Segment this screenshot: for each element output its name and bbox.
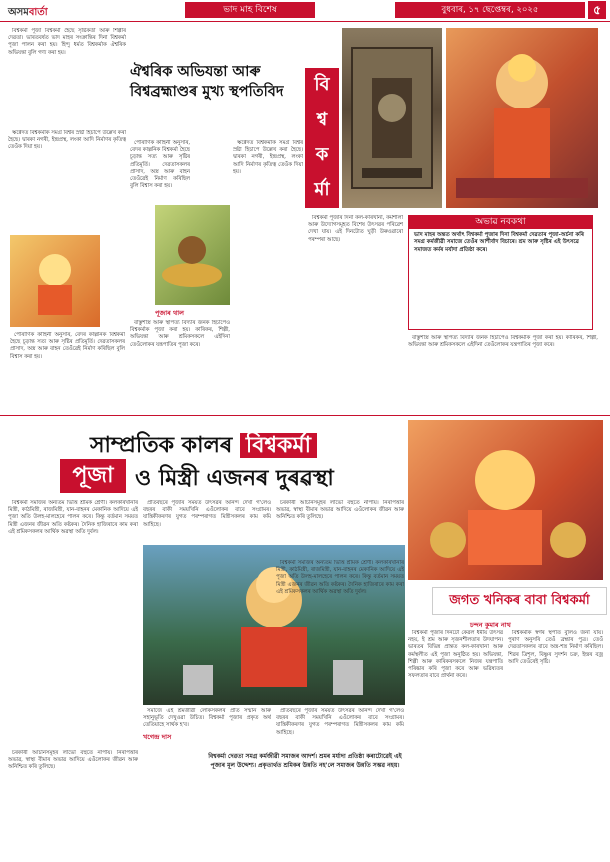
vertical-title: [305, 68, 339, 208]
article2-col7: [276, 560, 404, 750]
vertical-title-1: বি: [314, 74, 330, 95]
article1-col4-text: বাস্তুশাস্ত্ৰ আৰু স্থাপত্য বিদ্যাৰ জনক হিচাপেও বিশ্বকৰ্মাক পূজা কৰা হয়। কাৰিকৰ, শিল্পী, অভিযন্তা আৰু শ্ৰমিকসকলে এইদিনা তেওঁলোকৰ যন্ত্ৰপাতিৰ পূজা কৰে।: [130, 320, 230, 348]
highlight-box-title: অভাৱ নবকথা: [409, 216, 592, 229]
article3-col1-text: বিশ্বকৰ্মা পূজাৰ দিনটো কেৱল ধৰ্মীয় উৎসৱ নহয়, ই শ্ৰম আৰু সৃজনশীলতাৰ উদযাপন। ভাৰতৰ বিভিন্ন প্ৰান্তত কল-কাৰখানা আৰু কৰ্মস্থলীত এই পূজা অনুষ্ঠিত হয়। অভিযন্তা, শিল্পী আৰু কাৰিকৰসকলে নিজৰ যন্ত্ৰপাতি পৰিষ্কাৰ কৰি পূজা কৰে আৰু ভৱিষ্যতৰ সফলতাৰ বাবে প্ৰাৰ্থনা কৰে।: [408, 630, 503, 680]
article1-col3: [233, 140, 303, 400]
photo-caption: পূজাৰ থাল: [155, 309, 184, 317]
pull-quote: [205, 752, 405, 844]
article1-col5: [308, 215, 403, 410]
offering-plate-art: [155, 205, 230, 305]
worship-idol-art: [10, 235, 100, 327]
article1-col1b: [8, 130, 126, 230]
article1-col5-text: বিশ্বকৰ্মা পূজাৰ দিনা কল-কাৰখানা, কৰ্মশালা আৰু উদ্যোগসমূহত বিশেষ উৎসৱৰ পৰিৱেশ দেখা যায়। এই দিনটোত ঘুড়ী উৰুওৱাৰো পৰম্পৰা আছে।: [308, 215, 403, 243]
article1-col4: [130, 320, 230, 410]
article3-col1: [408, 630, 503, 855]
dateline: বুধবাৰ, ১৭ ছেপ্তেম্বৰ, ২০২৫: [395, 2, 585, 18]
vertical-title-3: ক: [315, 144, 329, 165]
deity-painting-photo: [446, 28, 598, 208]
article2-col6-text: চৰকাৰী আঁচনিসমূহৰ লাভো বহুতে নাপায়। নিৰাপত্তাৰ অভাৱ, স্বাস্থ্য বীমাৰ অভাৱ আদিয়ে এওঁলোকৰ জীৱন আৰু অনিশ্চিত কৰি তুলিছে।: [8, 750, 138, 771]
temple-carving-art: [342, 28, 442, 208]
festival-idol-art: [408, 420, 603, 580]
article2-col1-text: বিশ্বকৰ্মা সমাজৰ অন্যতম ভিত্তি শ্ৰমিক শ্ৰেণী। কলকাৰখানাৰ মিস্ত্ৰী, কাঠমিস্ত্ৰী, ৰাজমিস্ত্ৰী, যান-বাহনৰ মেকানিক আদিয়ে এই পূজা অতি উলহ-মালহেৰে পালন কৰে। কিন্তু বৰ্তমান সময়ত মিস্ত্ৰী এজনৰ জীৱন অতি কষ্টকৰ। দৈনিক হাজিৰাৰে কাম কৰা এই শ্ৰমিকসকলৰ আৰ্থিক অৱস্থা অতি দুৰ্বল।: [8, 500, 138, 535]
article2-headline-part2: বিশ্বকৰ্মা: [240, 433, 317, 458]
article2-col3-text: চৰকাৰী আঁচনিসমূহৰ লাভো বহুতে নাপায়। নিৰাপত্তাৰ অভাৱ, স্বাস্থ্য বীমাৰ অভাৱ আদিয়ে এওঁলোকৰ জীৱন আৰু অনিশ্চিত কৰি তুলিছে।: [276, 500, 404, 521]
worship-idol-photo: [10, 235, 100, 327]
article3-byline: চন্দন কুমাৰ নাথ: [470, 621, 511, 629]
article1-col1b-text: ঋগ্বেদত বিশ্বকৰ্মাক সমগ্ৰ বিশ্বৰ স্ৰষ্টা হিচাপে উল্লেখ কৰা হৈছে। দ্বাৰকা নগৰী, ইন্দ্ৰপ্ৰস্থ, লংকা আদি নিৰ্মাণৰ কৃতিত্ব তেওঁক দিয়া হয়।: [8, 130, 126, 151]
temple-carving-photo: [342, 28, 442, 208]
offering-plate-photo: [155, 205, 230, 305]
article1-col7: [408, 335, 598, 410]
page-number: ৫: [588, 1, 606, 19]
article3-col2-text: বিশ্বকৰ্মাক স্বৰ্গৰ স্থপতি বুলিও জনা যায়। পুৰাণ অনুসৰি তেওঁ ব্ৰহ্মাৰ পুত্ৰ। তেওঁ দেৱতাসকলৰ বাবে অস্ত্ৰ-শস্ত্ৰ নিৰ্মাণ কৰিছিল। শিৱৰ ত্ৰিশূল, বিষ্ণুৰ সুদৰ্শন চক্ৰ, ইন্দ্ৰৰ বজ্ৰ আদি তেওঁৰেই সৃষ্টি।: [508, 630, 603, 665]
article2-headline-part3: পূজা: [60, 459, 126, 493]
article1-col6: [10, 332, 125, 410]
article2-col4-text: সমাজে এই শ্ৰমজীৱী লোকসকলৰ প্ৰতি সন্মান আৰু সহানুভূতি দেখুওৱা উচিত। বিশ্বকৰ্মা পূজাৰ প্ৰকৃত অৰ্থ তেতিয়াহে সাৰ্থক হ'ব।: [143, 708, 271, 729]
article1-intro: [8, 28, 126, 130]
article1-headline: ঐশ্বৰিক অভিযন্তা আৰু বিশ্বব্ৰহ্মাণ্ডৰ মুখ্য স্থপতিবিদ: [130, 64, 284, 100]
article2-col2-text: প্ৰতিবছৰে পূজাৰ সময়ত উৎসৱৰ আনন্দ দেখা গ'লেও বছৰৰ বাকী সময়খিনি এওঁলোকৰ বাবে সংগ্ৰামৰ। যান্ত্ৰিকীকৰণৰ যুগত পৰম্পৰাগত মিস্ত্ৰীসকলৰ কাম কমি আহিছে।: [143, 500, 271, 528]
article2-col2: [143, 500, 271, 540]
logo-suffix: বাৰ্তা: [28, 7, 48, 18]
pull-quote-text: বিশ্বকৰ্মা দেৱতা সমগ্ৰ কৰ্মজীৱী সমাজৰ আদৰ্শ। শ্ৰমৰ মৰ্যাদা প্ৰতিষ্ঠা কৰাটোৱেই এই পূজাৰ মূল উদ্দেশ্য। প্ৰকৃতাৰ্থত শ্ৰমিকৰ উন্নতি নহ'লে সমাজৰ উন্নতি সম্ভৱ নহয়।: [208, 753, 402, 769]
article3-headline: জগত খনিকৰ বাবা বিশ্বকৰ্মা: [432, 587, 607, 615]
vertical-title-2: শ্ব: [316, 109, 328, 130]
article1-col7-text: বাস্তুশাস্ত্ৰ আৰু স্থাপত্য বিদ্যাৰ জনক হিচাপেও বিশ্বকৰ্মাক পূজা কৰা হয়। কাৰিকৰ, শিল্পী, অভিযন্তা আৰু শ্ৰমিকসকলে এইদিনা তেওঁলোকৰ যন্ত্ৰপাতিৰ পূজা কৰে।: [408, 335, 598, 349]
highlight-box-body: ভাদ মাহৰ অন্তত অৰ্থাৎ বিশ্বকৰ্মা পূজাৰ দিনা বিশ্বকৰ্মা দেৱতাৰ পূজা-অৰ্চনা কৰি সমগ্ৰ কৰ্মজীৱী সমাজে তেওঁৰ আশীৰ্বাদ বিচাৰে। শ্ৰম আৰু সৃষ্টিৰ এই উৎসৱে সমাজত কৰ্মৰ মৰ্যাদা প্ৰতিষ্ঠা কৰে।: [414, 232, 584, 253]
article3-col2: [508, 630, 603, 855]
deity-painting-art: [446, 28, 598, 208]
masthead-logo: [8, 5, 48, 22]
article2-byline: খগেন্দ্ৰ দাস: [143, 733, 172, 741]
section-divider: [0, 415, 610, 416]
article1-col6-text: পৌৰাণিক কাহিনী অনুসৰি, বেদৰ কাল্পনিক বিশ্বকৰ্মা হৈছে চূড়ান্ত সত্য আৰু সৃষ্টিৰ প্ৰতিমূৰ্তি। দেৱতাসকলৰ প্ৰাসাদ, অস্ত্ৰ আৰু বাহন তেওঁৱেই নিৰ্মাণ কৰিছিল বুলি বিশ্বাস কৰা হয়।: [10, 332, 125, 360]
header-rule: [0, 21, 610, 22]
highlight-box: [408, 215, 593, 330]
article2-col3: [276, 500, 404, 540]
article1-col2-text: পৌৰাণিক কাহিনী অনুসৰি, বেদৰ কাল্পনিক বিশ্বকৰ্মা হৈছে চূড়ান্ত সত্য আৰু সৃষ্টিৰ প্ৰতিমূৰ্তি। দেৱতাসকলৰ প্ৰাসাদ, অস্ত্ৰ আৰু বাহন তেওঁৱেই নিৰ্মাণ কৰিছিল বুলি বিশ্বাস কৰা হয়।: [130, 140, 190, 190]
festival-idol-photo: [408, 420, 603, 580]
article2-headline-part4: ও মিস্ত্ৰী এজনৰ দুৰৱস্থা: [135, 466, 334, 491]
article1-col3-text: ঋগ্বেদত বিশ্বকৰ্মাক সমগ্ৰ বিশ্বৰ স্ৰষ্টা হিচাপে উল্লেখ কৰা হৈছে। দ্বাৰকা নগৰী, ইন্দ্ৰপ্ৰস্থ, লংকা আদি নিৰ্মাণৰ কৃতিত্ব তেওঁক দিয়া হয়।: [233, 140, 303, 175]
section-label: ভাদ মাহ বিশেষ: [185, 2, 315, 18]
vertical-title-4: ৰ্মা: [314, 179, 330, 200]
article1-col2: [130, 140, 190, 200]
article1-intro-text: বিশ্বকৰ্মা পূজা বিশ্বকৰ্মা হৈছে সৃষ্টিকৰ্তা আৰু শিল্পীৰ দেৱতা। ভাৰতবৰ্ষত ভাদ মাহৰ সংক্ৰান্তিৰ দিনা বিশ্বকৰ্মা পূজা পালন কৰা হয়। হিন্দু ধৰ্মত বিশ্বকৰ্মাক ঐশ্বৰিক অভিযন্তা বুলি গণ্য কৰা হয়।: [8, 28, 126, 56]
article2-col6: [8, 750, 138, 850]
article2-headline-part1: সাম্প্ৰতিক কালৰ: [90, 433, 233, 458]
article2-col7-text: বিশ্বকৰ্মা সমাজৰ অন্যতম ভিত্তি শ্ৰমিক শ্ৰেণী। কলকাৰখানাৰ মিস্ত্ৰী, কাঠমিস্ত্ৰী, ৰাজমিস্ত্ৰী, যান-বাহনৰ মেকানিক আদিয়ে এই পূজা অতি উলহ-মালহেৰে পালন কৰে। কিন্তু বৰ্তমান সময়ত মিস্ত্ৰী এজনৰ জীৱন অতি কষ্টকৰ। দৈনিক হাজিৰাৰে কাম কৰা এই শ্ৰমিকসকলৰ আৰ্থিক অৱস্থা অতি দুৰ্বল।: [276, 560, 404, 595]
article2-col5-text: প্ৰতিবছৰে পূজাৰ সময়ত উৎসৱৰ আনন্দ দেখা গ'লেও বছৰৰ বাকী সময়খিনি এওঁলোকৰ বাবে সংগ্ৰামৰ। যান্ত্ৰিকীকৰণৰ যুগত পৰম্পৰাগত মিস্ত্ৰীসকলৰ কাম কমি আহিছে।: [276, 708, 404, 736]
page-header: [0, 0, 610, 26]
logo-prefix: অসম: [8, 7, 29, 18]
